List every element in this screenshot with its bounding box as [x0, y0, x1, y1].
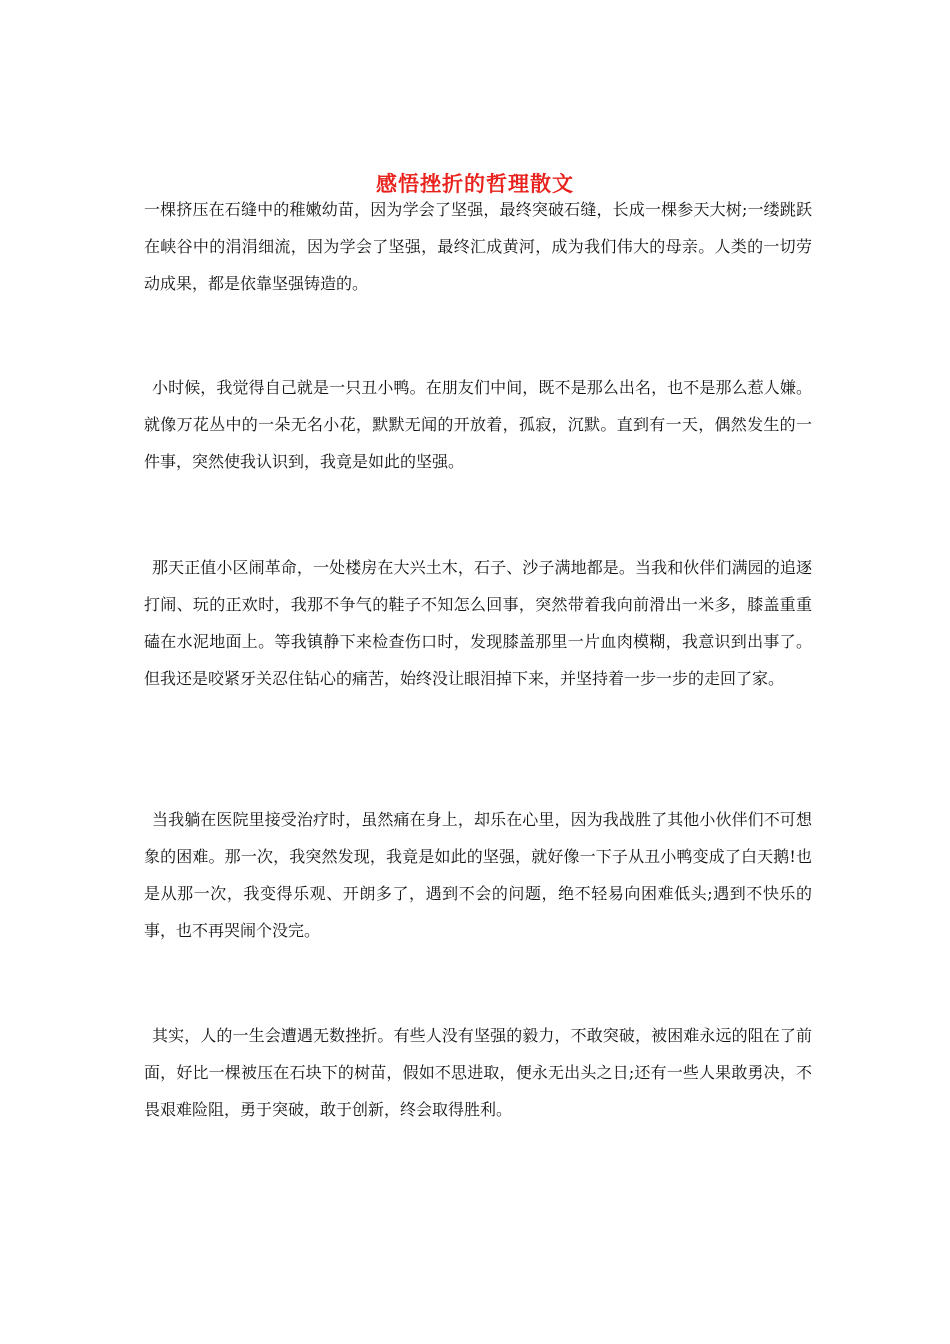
paragraph-text: 那天正值小区闹革命，一处楼房在大兴土木，石子、沙子满地都是。当我和伙伴们满园的追逐打闹、玩的正欢时，我那不争气的鞋子不知怎么回事，突然带着我向前滑出一米多，膝盖重重磕在水泥地面上。等我镇静下来检查伤口时，发现膝盖那里一片血肉模糊，我意识到出事了。但我还是咬紧牙关忍住钻心的痛苦，始终没让眼泪掉下来，并坚持着一步一步的走回了家。: [144, 558, 812, 688]
paragraph-text: 当我躺在医院里接受治疗时，虽然痛在身上，却乐在心里，因为我战胜了其他小伙伴们不可想象的困难。那一次，我突然发现，我竟是如此的坚强，就好像一下子从丑小鸭变成了白天鹅!也是从那一次，我变得乐观、开朗多了，遇到不会的问题，绝不轻易向困难低头;遇到不快乐的事，也不再哭闹个没完。: [144, 810, 812, 940]
paragraph-5: [144, 1017, 812, 1128]
paragraph-text: 一棵挤压在石缝中的稚嫩幼苗，因为学会了坚强，最终突破石缝，长成一棵参天大树;一缕跳跃在峡谷中的涓涓细流，因为学会了坚强，最终汇成黄河，成为我们伟大的母亲。人类的一切劳动成果，都是依靠坚强铸造的。: [144, 200, 812, 293]
paragraph-4: [144, 801, 812, 949]
paragraph-text: 其实，人的一生会遭遇无数挫折。有些人没有坚强的毅力，不敢突破，被困难永远的阻在了前面，好比一棵被压在石块下的树苗，假如不思进取，便永无出头之日;还有一些人果敢勇决，不畏艰难险阻，勇于突破，敢于创新，终会取得胜利。: [144, 1026, 812, 1119]
paragraph-text: 小时候，我觉得自己就是一只丑小鸭。在朋友们中间，既不是那么出名，也不是那么惹人嫌。就像万花丛中的一朵无名小花，默默无闻的开放着，孤寂，沉默。直到有一天，偶然发生的一件事，突然使我认识到，我竟是如此的坚强。: [144, 378, 812, 471]
paragraph-1: [144, 191, 812, 302]
paragraph-2: [144, 369, 812, 480]
paragraph-3: [144, 549, 812, 697]
document-title: 感悟挫折的哲理散文: [376, 171, 574, 197]
